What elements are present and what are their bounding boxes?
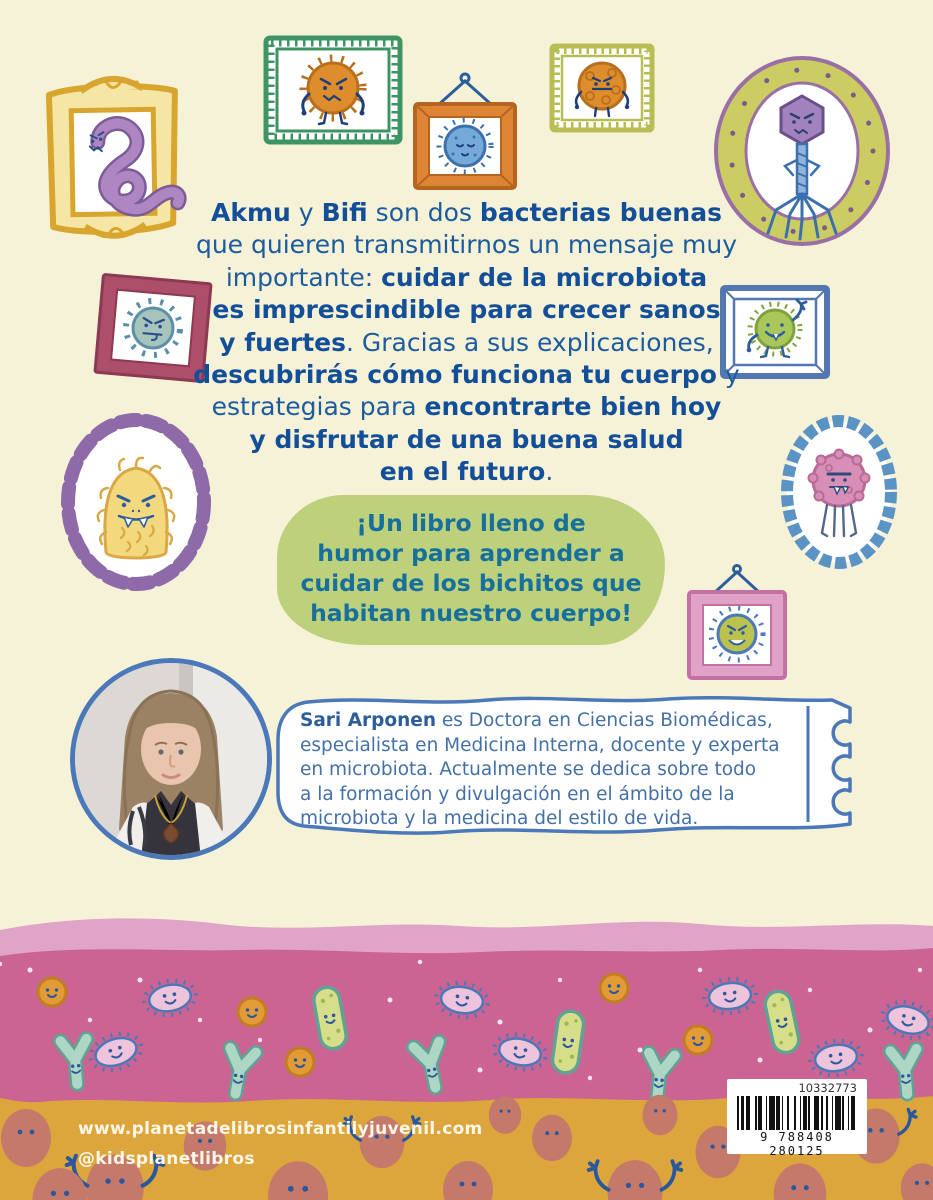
publisher-social-handle: @kidsplanetlibros xyxy=(78,1149,255,1169)
footer-links xyxy=(78,1114,483,1174)
barcode-top-number: 10332773 xyxy=(798,1081,857,1095)
highlight-text: ¡Un libro lleno de humor para aprender a cuidar de los bichitos que habitan nuestro cuerpo! xyxy=(300,509,642,627)
barcode-bars xyxy=(737,1096,857,1130)
yellow-green-frame-orange-bumpy-virus xyxy=(548,42,656,134)
barcode-isbn-digits: 9 788408 280125 xyxy=(760,1130,834,1158)
author-photo xyxy=(70,658,272,860)
orange-hanging-frame-blue-virus xyxy=(404,68,526,194)
barcode-label xyxy=(727,1079,867,1158)
publisher-website: www.planetadelibrosinfantilyjuvenil.com xyxy=(78,1119,483,1139)
highlight-blob xyxy=(277,495,665,645)
pink-hanging-frame-green-coronavirus xyxy=(681,560,793,684)
author-bio-text: Sari Arponen es Doctora en Ciencias Biomédicas, especialista en Medicina Interna, docente y experta en microbiota. Actualmente se dedica sobre todo a la formación y divulgación en el ámbito de la microbiota y la medicina del estilo de vida. xyxy=(300,710,780,830)
back-cover-blurb: Akmu y Bifi son dos bacterias buenas que quieren transmitirnos un mensaje muy importante: cuidar de la microbiota es imprescindible para crecer sanos y fuertes. Gracias a sus explicaciones, descubrirás cómo funciona tu cuerpo y estrategias para encontrarte bien hoy y disfrutar de una buena salud en el futuro. xyxy=(193,198,740,487)
green-frame-orange-coronavirus xyxy=(262,34,404,146)
